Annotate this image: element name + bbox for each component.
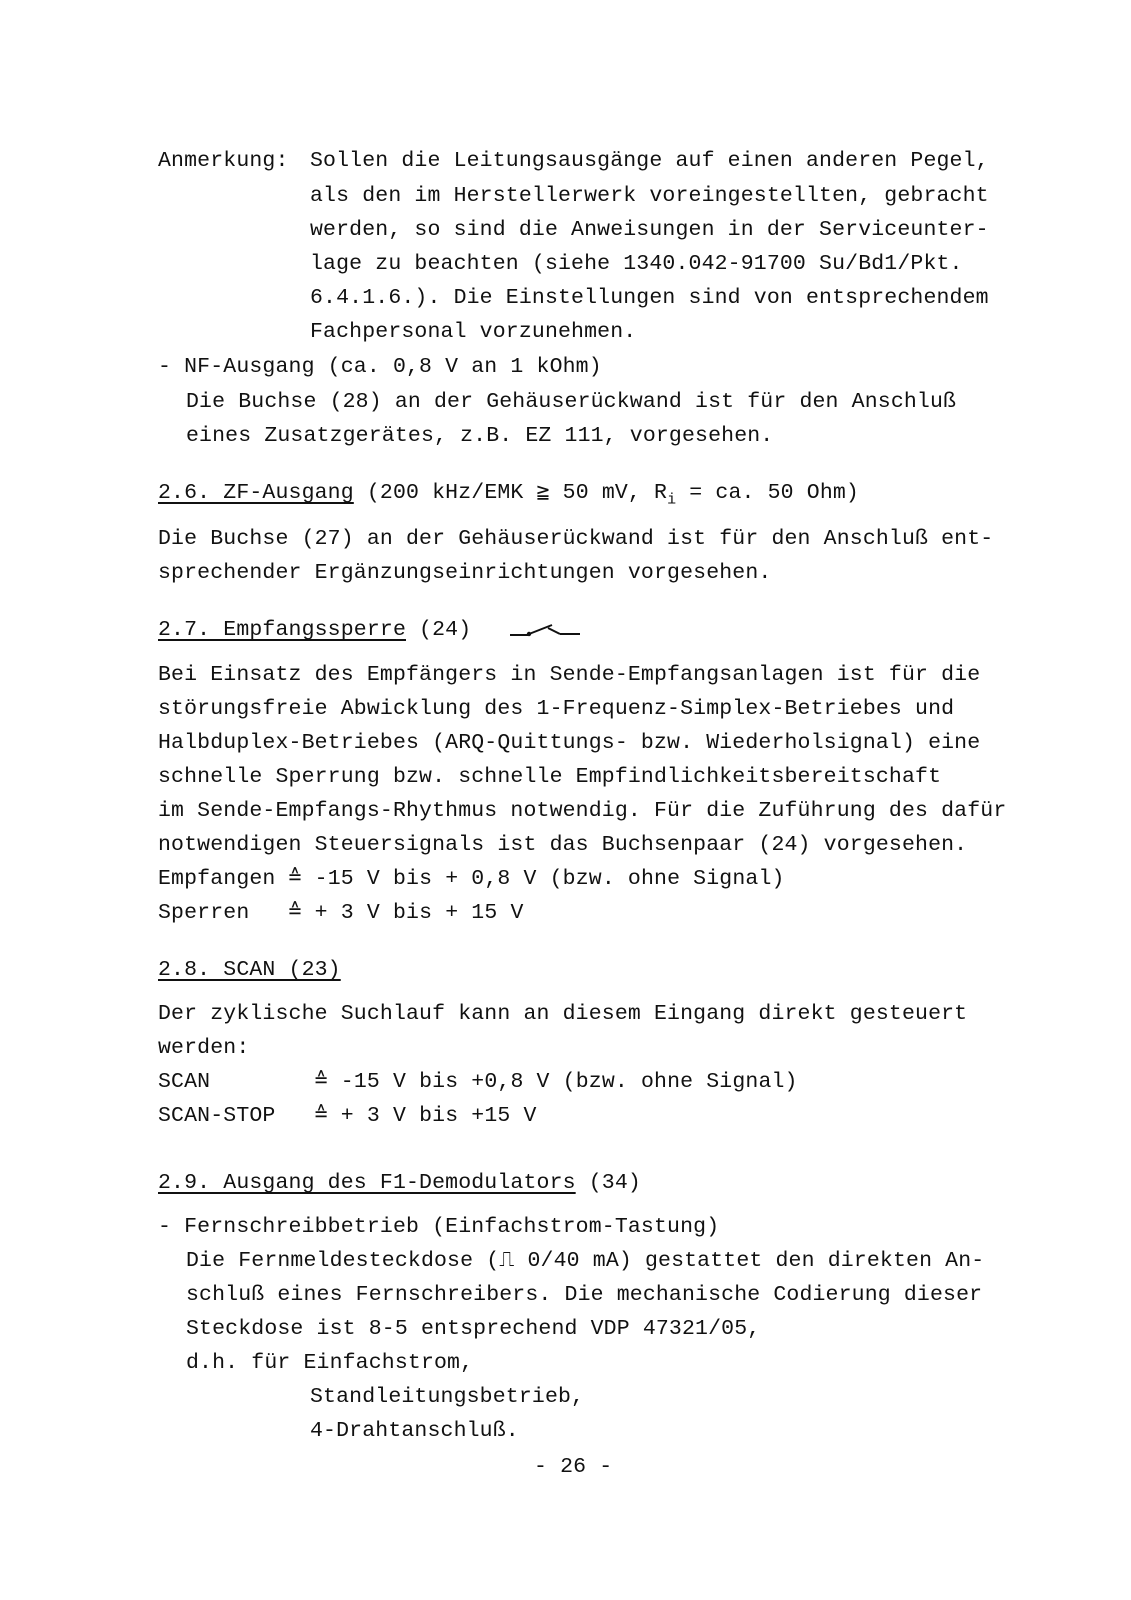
note-line: 6.4.1.6.). Die Einstellungen sind von entsprechendem bbox=[310, 286, 989, 310]
page-number: - 26 - bbox=[534, 1455, 613, 1479]
section-2-6-spec: (200 kHz/EMK ≧ 50 mV, R bbox=[353, 481, 668, 505]
section-2-7-line: Sperren ≙ + 3 V bis + 15 V bbox=[158, 901, 524, 925]
section-2-9-line: schluß eines Fernschreibers. Die mechanische Codierung dieser bbox=[186, 1283, 983, 1307]
section-2-7-heading bbox=[158, 617, 471, 643]
note-line: werden, so sind die Anweisungen in der Serviceunter- bbox=[310, 218, 989, 242]
section-2-8-heading: 2.8. SCAN (23) bbox=[158, 958, 341, 982]
note-line: lage zu beachten (siehe 1340.042-91700 Su/Bd1/Pkt. bbox=[310, 252, 963, 276]
section-2-7-line: notwendigen Steuersignals ist das Buchsenpaar (24) vorgesehen. bbox=[158, 833, 968, 857]
section-2-7-line: Halbduplex-Betriebes (ARQ-Quittungs- bzw. Wiederholsignal) eine bbox=[158, 731, 981, 755]
note-label: Anmerkung: bbox=[158, 149, 289, 173]
section-2-8-line: werden: bbox=[158, 1036, 250, 1060]
nf-output-line: eines Zusatzgerätes, z.B. EZ 111, vorgesehen. bbox=[186, 424, 774, 448]
section-2-6-line: Die Buchse (27) an der Gehäuserückwand ist für den Anschluß ent- bbox=[158, 527, 994, 551]
section-2-6-title: 2.6. ZF-Ausgang bbox=[158, 481, 354, 505]
section-2-7-line: Bei Einsatz des Empfängers in Sende-Empfangsanlagen ist für die bbox=[158, 663, 981, 687]
note-line: Fachpersonal vorzunehmen. bbox=[310, 320, 637, 344]
nf-output-line: Die Buchse (28) an der Gehäuserückwand ist für den Anschluß bbox=[186, 390, 957, 414]
section-2-9-line: d.h. für Einfachstrom, bbox=[186, 1351, 474, 1375]
section-2-7-line: schnelle Sperrung bzw. schnelle Empfindlichkeitsbereitschaft bbox=[158, 765, 942, 789]
section-2-7-line: Empfangen ≙ -15 V bis + 0,8 V (bzw. ohne Signal) bbox=[158, 867, 785, 891]
section-2-9-line: Die Fernmeldesteckdose (⎍ 0/40 mA) gestattet den direkten An- bbox=[186, 1249, 985, 1273]
section-2-7-line: störungsfreie Abwicklung des 1-Frequenz-Simplex-Betriebes und bbox=[158, 697, 955, 721]
section-2-9-line: Standleitungsbetrieb, bbox=[310, 1385, 585, 1409]
section-2-9-item-heading: - Fernschreibbetrieb (Einfachstrom-Tastung) bbox=[158, 1215, 720, 1239]
note-line: als den im Herstellerwerk voreingestellten, gebracht bbox=[310, 184, 989, 208]
note-line: Sollen die Leitungsausgänge auf einen anderen Pegel, bbox=[310, 149, 989, 173]
switch-symbol-icon bbox=[508, 620, 582, 642]
section-2-6-spec-end: = ca. 50 Ohm) bbox=[676, 481, 859, 505]
section-2-9-line: 4-Drahtanschluß. bbox=[310, 1419, 519, 1443]
section-2-7-line: im Sende-Empfangs-Rhythmus notwendig. Für die Zuführung des dafür bbox=[158, 799, 1007, 823]
nf-output-heading: - NF-Ausgang (ca. 0,8 V an 1 kOhm) bbox=[158, 355, 602, 379]
section-2-6-heading bbox=[158, 480, 859, 509]
section-2-9-heading bbox=[158, 1170, 641, 1196]
section-2-9-line: Steckdose ist 8-5 entsprechend VDP 47321/05, bbox=[186, 1317, 761, 1341]
section-2-6-spec-subscript: i bbox=[667, 491, 677, 509]
section-2-9-title: 2.9. Ausgang des F1-Demodulators bbox=[158, 1171, 576, 1195]
section-2-8-line: SCAN ≙ -15 V bis +0,8 V (bzw. ohne Signal) bbox=[158, 1070, 798, 1094]
section-2-8-line: SCAN-STOP ≙ + 3 V bis +15 V bbox=[158, 1104, 537, 1128]
section-2-7-title: 2.7. Empfangssperre bbox=[158, 618, 406, 642]
section-2-9-ref: (34) bbox=[575, 1171, 641, 1195]
section-2-8-line: Der zyklische Suchlauf kann an diesem Eingang direkt gesteuert bbox=[158, 1002, 968, 1026]
section-2-7-ref: (24) bbox=[406, 618, 472, 642]
section-2-6-line: sprechender Ergänzungseinrichtungen vorgesehen. bbox=[158, 561, 772, 585]
